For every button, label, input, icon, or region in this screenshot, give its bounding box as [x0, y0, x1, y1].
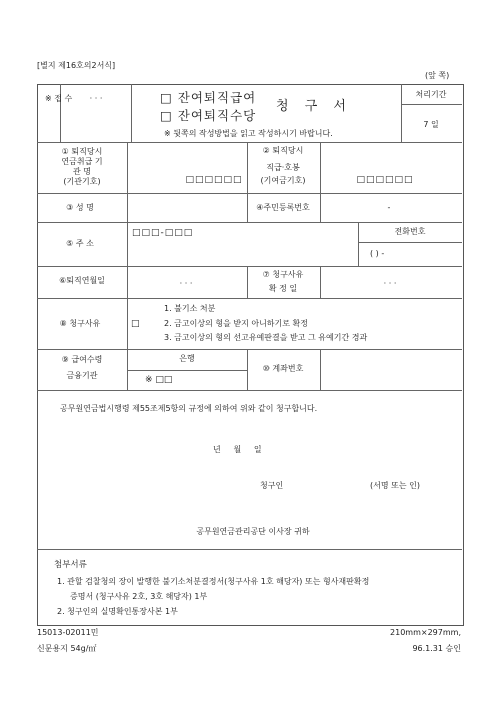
page-side-label: (앞 쪽) [425, 71, 450, 80]
agency-code-field[interactable]: □□□□□□ [185, 175, 243, 185]
rule [320, 266, 321, 298]
bank-code-field[interactable]: ※ □□ [145, 375, 173, 385]
field-label-bank: 금융기관 [66, 371, 98, 380]
attachment-item-1-cont: 증명서 (청구사유 2호, 3호 해당자) 1부 [70, 592, 208, 601]
retirement-date-field[interactable]: · · · [179, 279, 193, 288]
rule [320, 142, 321, 222]
claim-reason-option-1: 1. 불기소 처분 [164, 304, 216, 313]
rule [358, 242, 462, 243]
contribution-code-field[interactable]: □□□□□□ [356, 175, 414, 185]
field-label-grade: 직급·호봉 [266, 163, 300, 172]
field-label-agency: ① 퇴직당시 [61, 147, 103, 156]
attachment-item-1: 1. 관할 검찰청의 장이 발행한 불기소처분결정서(청구사유 1호 해당자) 또는 형사재판확정 [57, 577, 370, 586]
field-label-agency: 관 명 [73, 167, 91, 176]
processing-period-label: 처리기간 [415, 90, 447, 99]
rule [127, 142, 128, 390]
paper-spec: 신문용지 54g/㎡ [37, 644, 97, 653]
declaration-date[interactable]: 년 월 일 [213, 445, 262, 454]
field-label-claim-reason: ⑧ 청구사유 [59, 319, 101, 328]
bank-name-label: 은행 [179, 354, 195, 363]
rule [247, 142, 248, 222]
attachment-item-2: 2. 청구인의 실명확인통장사본 1부 [57, 607, 178, 616]
rule [37, 222, 462, 223]
account-number-field[interactable] [321, 350, 461, 389]
attachments-heading: 첨부서류 [54, 560, 87, 570]
receipt-date[interactable]: · · · [89, 94, 103, 103]
rule [247, 266, 248, 298]
name-field[interactable] [128, 194, 246, 221]
phone-field[interactable]: ( ) - [370, 249, 385, 258]
declaration-statement: 공무원연금법시행령 제55조제5항의 규정에 의하여 위와 같이 청구합니다. [60, 404, 318, 413]
claim-reason-checkbox[interactable]: □ [131, 319, 140, 329]
field-label-agency: 연금취급 기 [61, 157, 103, 166]
confirm-date-field[interactable]: · · · [383, 279, 397, 288]
rule [37, 142, 462, 143]
rule [401, 104, 462, 105]
processing-period-value: 7 일 [423, 120, 439, 129]
approval-date: 96.1.31 승인 [412, 644, 461, 653]
rule [60, 84, 61, 142]
rule [247, 349, 248, 390]
field-label-account: ⑩ 계좌번호 [262, 364, 304, 373]
rule [37, 390, 462, 391]
field-label-resident-number: ④주민등록번호 [256, 203, 310, 212]
rule [127, 370, 247, 371]
resident-number-field[interactable]: - [387, 203, 391, 212]
claim-reason-option-2: 2. 금고이상의 형을 받지 아니하기로 확정 [164, 319, 308, 328]
rule [37, 298, 462, 299]
option-residual-allowance[interactable]: □ 잔여퇴직수당 [160, 108, 257, 123]
rule [358, 222, 359, 266]
field-label-bank: ⑨ 급여수령 [61, 355, 103, 364]
phone-label: 전화번호 [394, 227, 426, 236]
field-label-confirm-date: ⑦ 청구사유 [262, 270, 304, 279]
field-label-agency: (기관기호) [63, 177, 101, 186]
field-label-name: ③ 성 명 [66, 203, 94, 212]
instructions-note: ※ 뒷쪽의 작성방법을 읽고 작성하시기 바랍니다. [164, 129, 333, 138]
paper-size: 210mm×297mm, [390, 628, 461, 637]
form-code: 15013-02011민 [37, 628, 99, 637]
field-label-confirm-date: 확 정 일 [268, 284, 298, 293]
postcode-field[interactable]: □□□-□□□ [132, 228, 194, 238]
signature-field[interactable]: (서명 또는 인) [370, 481, 420, 490]
rule [37, 193, 462, 194]
rule [37, 549, 462, 550]
rule [37, 266, 462, 267]
field-label-grade: ② 퇴직당시 [262, 146, 304, 155]
field-label-grade: (기여금기호) [260, 176, 306, 185]
claim-reason-option-3: 3. 금고이상의 형의 선고유예판결을 받고 그 유예기간 경과 [164, 333, 368, 342]
field-label-address: ⑤ 주 소 [66, 239, 94, 248]
rule [131, 84, 132, 142]
rule [401, 84, 402, 142]
field-label-retirement-date: ⑥퇴직연월일 [59, 276, 105, 285]
claimant-label: 청구인 [260, 481, 284, 490]
form-title: 청 구 서 [276, 99, 352, 114]
form-number: [별지 제16호의2서식] [37, 61, 116, 70]
receipt-label: ※ 접 수 [45, 94, 73, 103]
addressee: 공무원연금관리공단 이사장 귀하 [196, 527, 310, 536]
option-residual-benefit[interactable]: □ 잔여퇴직급여 [160, 90, 257, 105]
